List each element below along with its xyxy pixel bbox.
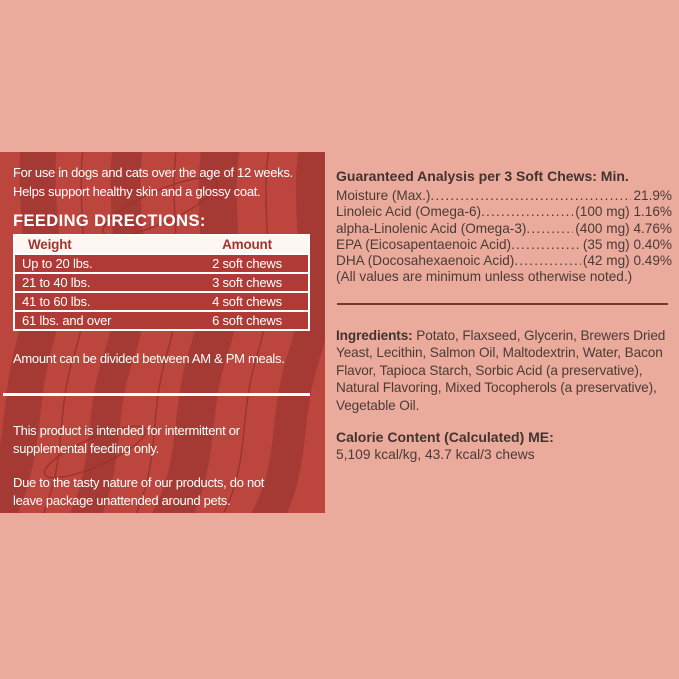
analysis-label: Linoleic Acid (Omega-6): [336, 204, 482, 220]
panel-content: [0, 152, 325, 513]
calorie-content-heading: Calorie Content (Calculated) ME:: [336, 429, 554, 445]
intermittent-feeding-statement: [13, 422, 312, 459]
dot-leader: [430, 188, 631, 204]
panel-divider: [3, 393, 310, 396]
section-divider: [337, 303, 668, 305]
amount-column-header: Amount: [222, 237, 272, 252]
analysis-value: (400 mg) 4.76%: [575, 220, 672, 236]
warning-line-1: Due to the tasty nature of our products, do not: [13, 474, 265, 490]
amount-cell: 2 soft chews: [212, 256, 282, 271]
table-row: [15, 312, 308, 329]
statement-line-2: supplemental feeding only.: [13, 441, 159, 456]
weight-cell: Up to 20 lbs.: [22, 256, 93, 271]
dot-leader: [526, 221, 573, 237]
weight-cell: 41 to 60 lbs.: [22, 294, 91, 309]
analysis-label: Moisture (Max.): [336, 188, 431, 203]
usage-line-1: For use in dogs and cats over the age of 12 weeks.: [13, 165, 293, 180]
ingredients-label: Ingredients:: [336, 328, 413, 343]
analysis-row-epa: [336, 237, 672, 253]
table-row: [15, 293, 308, 310]
analysis-label: DHA (Docosahexaenoic Acid): [336, 253, 515, 269]
analysis-row-dha: [336, 253, 672, 269]
feeding-directions-heading: FEEDING DIRECTIONS:: [13, 212, 206, 230]
statement-line-1: This product is intended for intermittent or: [13, 422, 240, 438]
dot-leader: [481, 204, 573, 220]
warning-line-2: leave package unattended around pets.: [13, 493, 231, 508]
analysis-value: (42 mg) 0.49%: [582, 253, 672, 269]
guaranteed-analysis-section: [336, 167, 672, 286]
amount-cell: 6 soft chews: [212, 313, 282, 328]
weight-column-header: Weight: [28, 237, 72, 252]
weight-cell: 61 lbs. and over: [22, 313, 112, 328]
analysis-row-alpha-linolenic: [336, 221, 672, 237]
amount-cell: 3 soft chews: [212, 275, 282, 290]
guaranteed-analysis-rows: [336, 188, 672, 269]
warning-statement: [13, 474, 312, 511]
dot-leader: [511, 237, 581, 253]
usage-line-2: Helps support healthy skin and a glossy coat.: [13, 183, 261, 199]
dot-leader: [514, 253, 581, 269]
ingredients-section: [336, 327, 676, 414]
amount-cell: 4 soft chews: [212, 294, 282, 309]
guaranteed-analysis-heading: Guaranteed Analysis per 3 Soft Chews: Min.: [336, 168, 629, 184]
minimum-values-note: (All values are minimum unless otherwise noted.): [336, 269, 633, 285]
analysis-row-moisture: [336, 188, 672, 204]
feeding-table: [13, 234, 310, 331]
analysis-value: (100 mg) 1.16%: [575, 204, 672, 220]
ingredients-text: Potato, Flaxseed, Glycerin, Brewers Dried Yeast, Lecithin, Salmon Oil, Maltodextrin, Water, Bacon Flavor, Tapioca Starch, Sorbic Acid (a preservative), Natural Flavoring, Mixed Tocopherols (a preservative), Vegetable Oil.: [336, 328, 666, 413]
feeding-directions-panel: [0, 152, 325, 513]
am-pm-note: Amount can be divided between AM & PM meals.: [13, 351, 285, 366]
calorie-content-value: 5,109 kcal/kg, 43.7 kcal/3 chews: [336, 447, 535, 462]
analysis-value: (35 mg) 0.40%: [582, 236, 672, 252]
feeding-table-header-row: [15, 236, 308, 253]
analysis-row-linoleic: [336, 204, 672, 220]
analysis-label: EPA (Eicosapentaenoic Acid): [336, 236, 512, 252]
analysis-label: alpha-Linolenic Acid (Omega-3): [336, 220, 527, 236]
calorie-content-section: [336, 428, 672, 463]
table-row: [15, 255, 308, 272]
analysis-value: 21.9%: [633, 188, 672, 203]
weight-cell: 21 to 40 lbs.: [22, 275, 91, 290]
usage-statement: [13, 164, 312, 201]
table-row: [15, 274, 308, 291]
